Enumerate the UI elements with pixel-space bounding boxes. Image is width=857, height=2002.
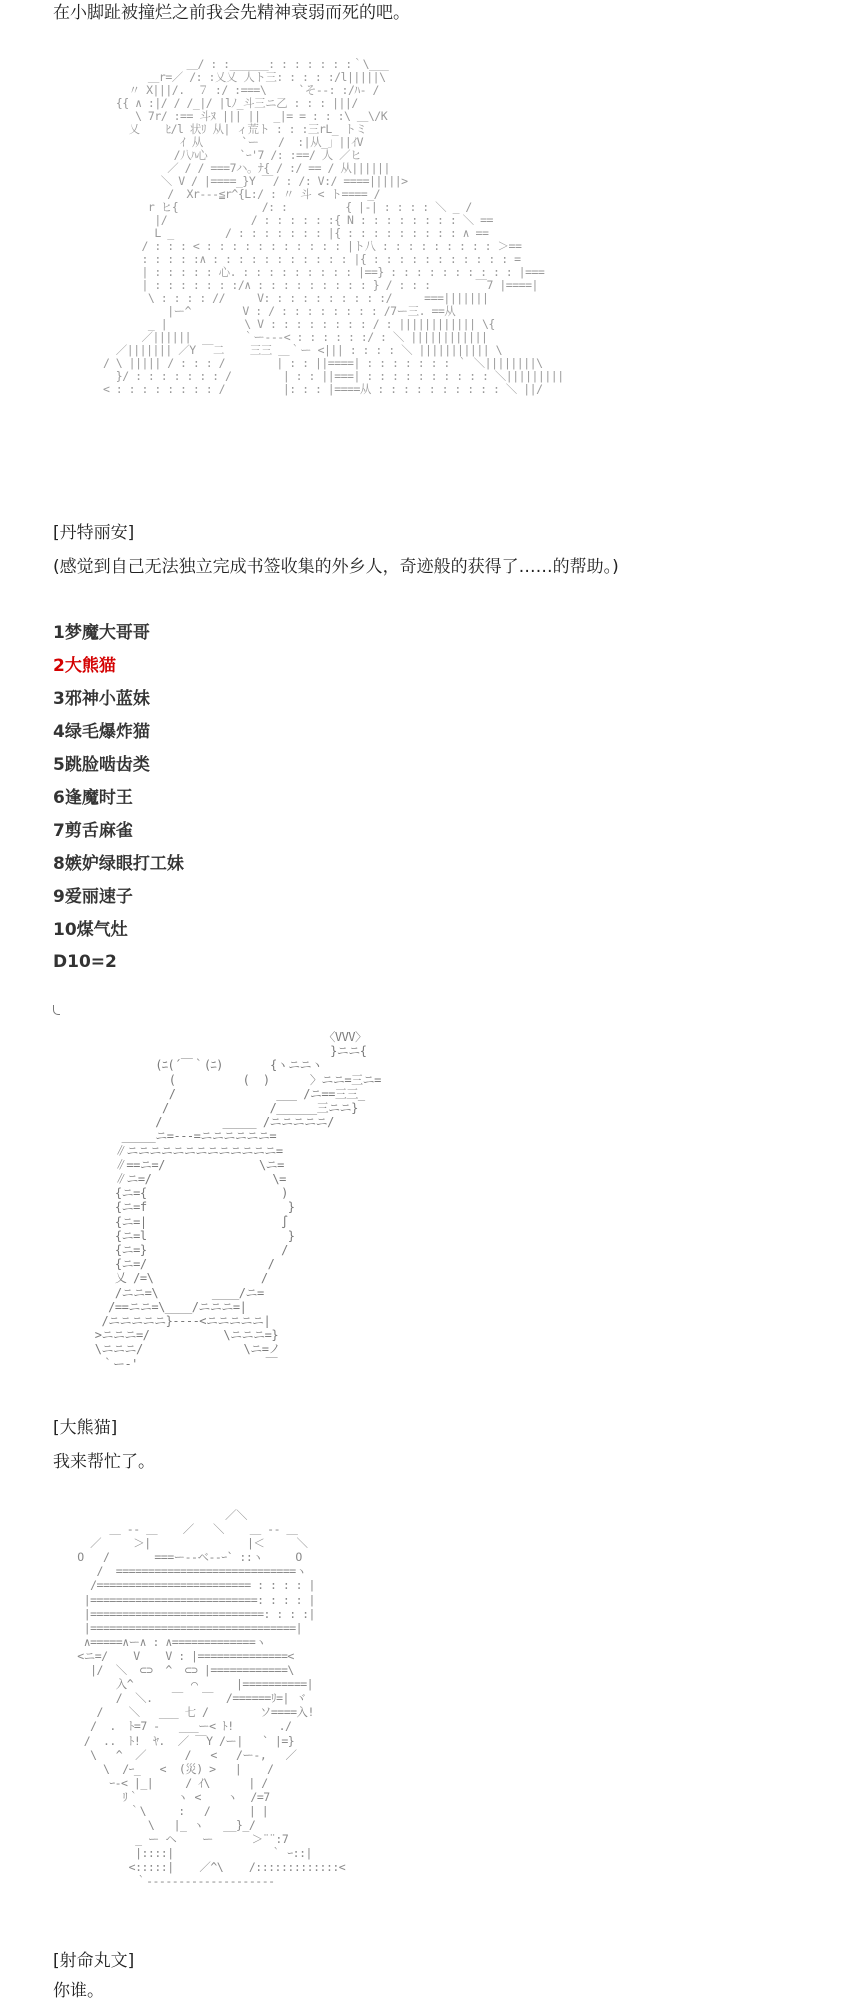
choice-item: 6逢魔时王 bbox=[53, 788, 133, 808]
aya-art-text: ／＼ ＿ -- ＿ ／ ＼ ＿ -- ＿ ／ ＞| |＜ ＼ O / ===ー‐‐ベ‐‐ｰ` ::ヽ O / ============================ヽ /======================== : : : : | |==========================: : : : | |===========================: : : :| |================================| ∧=====∧ー∧ : ∧=============ヽ <ニ=/ V V : |==============< |/ ＼ ⊂⊃ ^ ⊂⊃ |============\ 入^ ⌒ |==========| / ＼. ￣ ￣ /======ﾘ=| ヾ / ＼ ___ 七 / ソ====入! / . ﾄ=7 - ___ー< ﾄ! ./ / .. ﾄ! ﾔ. ／ ￣Y /ー| ` |=} \ ^ ／ / < /ー‐, ／ \ /ｰ_ < (災) > | / ｰ‐< |_| / ｲ\ | / ﾘ｀ ヽ < ヽ /=7 ｀\ : / | | \ |_ ヽ __}_/ _ ー ヘ ー ＞¨¨:7 |::::| ｀ ｰ::| <:::::| ／^\ /:::::::::::::< ｀‐‐‐‐‐‐‐‐‐‐‐‐‐‐‐‐‐‐‐‐ bbox=[77, 1508, 346, 1889]
dice-result: D10=2 bbox=[53, 952, 117, 972]
dialogue-dantalian: (感觉到自己无法独立完成书签收集的外乡人，奇迹般的获得了……的帮助。) bbox=[53, 557, 619, 577]
dantalian-art-text: ＿/ : :______: : : : : : :｀\___ ＿r=／ /: :乂乂 人ト三: : : : :/l|||||\ 〃 X|||/. ７ :/ :===\ `そ‐‐: :/ﾊ‐ / {{ ∧ :|/ / /_|/ |lﾉ_斗三ニ乙 : : : |||/ \ 7r/ :== 斗ﾇ ||| || _|= = : : :\ ＿\/K 乂 ﾋ/l 状ﾘ 从| ィ荒ト : : :三rL_ トミ ｲ 从 `ー / :|从_」||ｲV /八ﾊ心 `ｰ'7 /: :==/ 人 ／ヒ ／ / / ===7ハ。ﾅ{ / :/ == / 从|||||| ＼ V / |====_}Y ￣/ : /: V:/ ====|||||> / Xr‐‐‐≦r^{L:/ : 〃 斗 < ト====_/ r ヒ{ /: : { |-| : : : : ＼ _ / |/ / : : : : : :{ N : : : : : : : : ＼ == L _ / : : : : : : : |{ : : : : : : : : : ∧ == / : : : < : : : : : : : : : : : |ト八 : : : : : : : : : ＞== : : : : :∧ : : : : : : : : : : : |{ : : : : : : : : : : : = | : : : : : 心. : : : : : : : : : |==} : : : : : : : : : : |=== | : : : : : : :/∧ : : : : : : : : : } / : : : ￣7 |====| \ : : : : // V: : : : : : : : : :/ ===||||||| |ー^ V : / : : : : : : : : /7ー三. ==从 _ | \ V : : : : : : : : / : |||||||||||| \{ ／|||||| ｀ー‐‐‐< : : : : : :/ : ＼ |||||||||||| ／||||||| ／Y ￣二 三三 ＿｀ー <||| : : : : ＼ ||||||||||| \ / \ ||||| / : : : / | : : ||====| : : : : : : : ｀ ＼||||||||\ }/ : : : : : : : / | : : ||===| : : : : : : : : : : ＼||||||||| < : : : : : : : : / |: : : |====从 : : : : : : : : : : ＼ ||/ bbox=[102, 57, 564, 396]
choice-item: 1梦魔大哥哥 bbox=[53, 623, 150, 643]
dialogue-panda: 我来帮忙了。 bbox=[53, 1452, 155, 1472]
choice-item: 8嫉妒绿眼打工妹 bbox=[53, 854, 184, 874]
choice-item: 7剪舌麻雀 bbox=[53, 821, 133, 841]
choice-item: 9爱丽速子 bbox=[53, 887, 133, 907]
aya-ascii-art bbox=[58, 1508, 388, 1948]
panda-art-text: 〈VVV〉 }ニニ{ (ﾆ(´￣｀(ﾆ) {ヽニニヽ ( ( ) 〉ニニ=三ニ= / ___ /ニ==三三_ / /______三ニニ} / _____ /ニニニニニ/ _____ニ=‐‐‐=ニニニニニニ= ∥ニニニニニニニニニニニニニ= ∥==ニ=/ \ニ= ∥ニ=/ \= {ニ={ ) {ニ=f } {ニ=| ∫ {ニ=l } {ニ=} / {ニ=/ / 乂 /=\ / /ニニ=\ ____/ニ= /==ニニ=\____/ニニニ=| /ニニニニニ}----<ニニニニニ| >ニニニ=/ \ニニニ=} \ニニニ/ \ニ=ノ ｀ー‐' ￣ bbox=[94, 1030, 381, 1371]
intro-line: 在小脚趾被撞烂之前我会先精神衰弱而死的吧。 bbox=[53, 3, 410, 23]
choice-item: 5跳脸啮齿类 bbox=[53, 755, 150, 775]
choice-item: 10煤气灶 bbox=[53, 920, 128, 940]
choice-item-selected: 2大熊猫 bbox=[53, 656, 116, 676]
choice-item: 3邪神小蓝妹 bbox=[53, 689, 150, 709]
speaker-name-aya: [射命丸文] bbox=[53, 1951, 135, 1971]
speaker-name-dantalian: [丹特丽安] bbox=[53, 523, 135, 543]
choice-item: 4绿毛爆炸猫 bbox=[53, 722, 150, 742]
small-mark-icon bbox=[53, 1005, 60, 1015]
panda-ascii-art bbox=[88, 1030, 381, 1415]
dantalian-ascii-art bbox=[58, 57, 564, 518]
speaker-name-panda: [大熊猫] bbox=[53, 1418, 118, 1438]
dialogue-aya: 你谁。 bbox=[53, 1981, 104, 2001]
